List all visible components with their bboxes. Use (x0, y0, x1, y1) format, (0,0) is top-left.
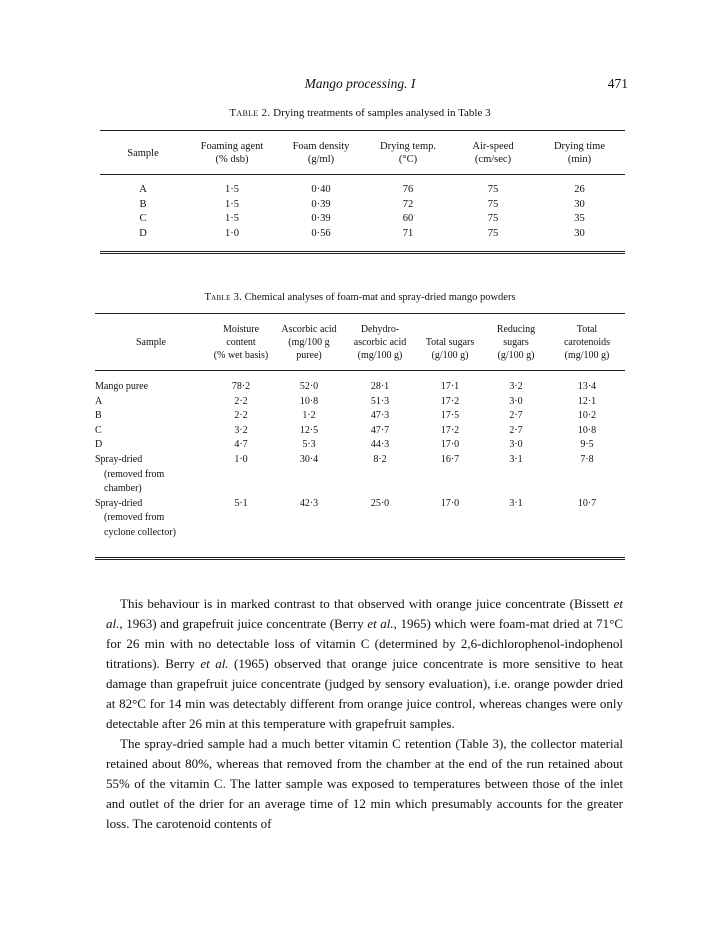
table3 (95, 313, 625, 560)
table2-caption-text: Drying treatments of samples analysed in Table 3 (273, 107, 491, 119)
table-cell: 0·40 (311, 184, 331, 195)
running-head (0, 76, 720, 96)
table-cell: 42·3 (299, 497, 319, 509)
running-head-title: Mango processing. I (304, 76, 416, 91)
table-cell: 72 (402, 198, 414, 210)
table-cell: 7·8 (580, 453, 594, 465)
table-cell: 17·2 (440, 395, 460, 407)
table-row (100, 175, 625, 198)
table-cell: 26 (574, 184, 585, 195)
table-cell: 4·7 (234, 439, 248, 451)
table-cell: 44·3 (370, 439, 390, 451)
table-cell: 17·1 (440, 381, 460, 392)
body-text (106, 594, 623, 834)
table-cell: 1·5 (225, 184, 239, 195)
table-row (100, 227, 625, 253)
table-cell: 1·5 (225, 213, 239, 225)
table-cell: 5·3 (302, 439, 316, 451)
paragraph: This behaviour is in marked contrast to that observed with orange juice concentrate (Bissett et al., 1963) and grapefruit juice concentrate (Berry et al., 1965) which were foam-mat dried at 71°C for 26 min with no detectable loss of vitamin C (determined by 2,6-dichlorophenol-indophenol titrations). Berry et al. (1965) observed that orange juice concentrate is more sensitive to heat damage than grapefruit juice concentrate (judged by sensory evaluation), i.e. orange powder dried at 82°C for 14 min was detectably different from orange juice control, whereas changes were only detectable after 26 min at this temperature with grapefruit samples. (106, 596, 624, 731)
table-cell: 1·2 (302, 410, 316, 422)
table-cell: D (139, 227, 147, 239)
table-cell: 12·1 (577, 395, 597, 407)
table-cell: 75 (487, 227, 499, 239)
table-cell: Spray-dried (removed from chamber) (95, 453, 165, 495)
table-cell: 3·1 (509, 453, 523, 465)
table-cell: 0·56 (311, 227, 331, 239)
table-cell: 47·3 (370, 410, 390, 422)
table-cell: 17·0 (440, 439, 460, 451)
table2-header-foaming: Foaming agent (% dsb) (200, 141, 264, 165)
table2-header-temp: Drying temp. (°C) (380, 141, 436, 165)
table-cell: 71 (402, 227, 414, 239)
table-cell: 30·4 (299, 453, 319, 465)
table-row (95, 409, 625, 424)
table-cell: 1·5 (225, 198, 239, 210)
table-cell: 51·3 (370, 395, 390, 407)
table-cell: 10·8 (299, 395, 319, 407)
table-cell: 2·7 (509, 424, 523, 436)
table-row (95, 497, 625, 558)
table-row (95, 395, 625, 410)
table-cell: D (95, 439, 103, 451)
table-cell: 3·0 (509, 395, 523, 407)
table-row (95, 438, 625, 453)
table-cell: 47·7 (370, 424, 390, 436)
table2-header-density: Foam density (g/ml) (292, 141, 350, 165)
table3-header-carot: Total carotenoids (mg/100 g) (563, 324, 611, 361)
table-cell: 9·5 (580, 439, 594, 451)
table2-caption (0, 107, 720, 119)
page-number: 471 (607, 76, 628, 91)
table-cell: 1·0 (225, 227, 239, 239)
table-cell: Mango puree (95, 381, 149, 392)
table-cell: A (95, 395, 103, 407)
table-cell: C (139, 213, 147, 225)
table-row (95, 424, 625, 439)
table-cell: 30 (574, 198, 585, 210)
table-cell: 78·2 (231, 381, 251, 392)
table-cell: 76 (402, 184, 414, 195)
table3-caption (0, 292, 720, 303)
table-cell: 0·39 (311, 213, 331, 225)
table3-header-reducing: Reducing sugars (g/100 g) (496, 324, 536, 361)
table-cell: 10·7 (577, 497, 597, 509)
table-cell: 5·1 (234, 497, 248, 509)
table-cell: B (95, 410, 102, 422)
table-cell: 52·0 (299, 381, 319, 392)
table2 (100, 130, 625, 254)
table-cell: 35 (574, 213, 585, 225)
table2-header-time: Drying time (min) (553, 141, 606, 165)
table-row (100, 212, 625, 227)
table-cell: 17·5 (440, 410, 460, 422)
table-row (100, 198, 625, 213)
table3-header-ascorbic: Ascorbic acid (mg/100 g puree) (281, 324, 337, 361)
table-cell: 28·1 (370, 381, 390, 392)
table-row (95, 371, 625, 395)
table3-header-moisture: Moisture content (% wet basis) (213, 324, 269, 361)
table2-header-sample: Sample (127, 147, 159, 159)
table-cell: Spray-dried (removed from cyclone collector) (95, 497, 176, 538)
table-cell: B (139, 198, 147, 210)
table-cell: 2·2 (234, 410, 248, 422)
table-cell: 16·7 (440, 453, 460, 465)
table-cell: A (139, 184, 147, 195)
table-cell: 0·39 (311, 198, 331, 210)
table-cell: 13·4 (577, 381, 597, 392)
table-cell: 3·0 (509, 439, 523, 451)
table-cell: 10·8 (577, 424, 597, 436)
table3-header-sugars: Total sugars (g/100 g) (425, 337, 475, 361)
table2-label: Table 2. (229, 107, 271, 119)
table-cell: 2·2 (234, 395, 248, 407)
table-cell: 30 (574, 227, 585, 239)
table-cell: 75 (487, 184, 499, 195)
table-cell: 3·2 (234, 424, 248, 436)
table-cell: 75 (487, 198, 499, 210)
table-cell: 75 (487, 213, 499, 225)
paragraph: The spray-dried sample had a much better vitamin C retention (Table 3), the collector material retained about 80%, whereas that removed from the chamber at the end of the run retained about 55% of the vitamin C. The latter sample was exposed to temperatures between those of the inlet and outlet of the drier for an average time of 12 min which presumably accounts for the greater loss. The carotenoid contents of (106, 736, 623, 831)
table-cell: 2·7 (509, 410, 523, 422)
table-cell: 3·2 (509, 381, 523, 392)
table-cell: 60 (402, 213, 414, 225)
table3-header-dehydro: Dehydro- ascorbic acid (mg/100 g) (353, 324, 407, 361)
table3-label: Table 3. (204, 292, 243, 303)
table-cell: C (95, 424, 102, 436)
table-cell: 10·2 (577, 410, 597, 422)
table-cell: 25·0 (370, 497, 390, 509)
table-cell: 3·1 (509, 497, 523, 509)
table-cell: 1·0 (234, 453, 248, 465)
table3-header-sample: Sample (136, 337, 166, 348)
table-cell: 8·2 (373, 453, 387, 465)
table-cell: 12·5 (299, 424, 319, 436)
table3-caption-text: Chemical analyses of foam-mat and spray-dried mango powders (244, 292, 516, 303)
table2-header-air: Air-speed (cm/sec) (472, 141, 514, 165)
table-cell: 17·0 (440, 497, 460, 509)
table-cell: 17·2 (440, 424, 460, 436)
table-row (95, 453, 625, 497)
